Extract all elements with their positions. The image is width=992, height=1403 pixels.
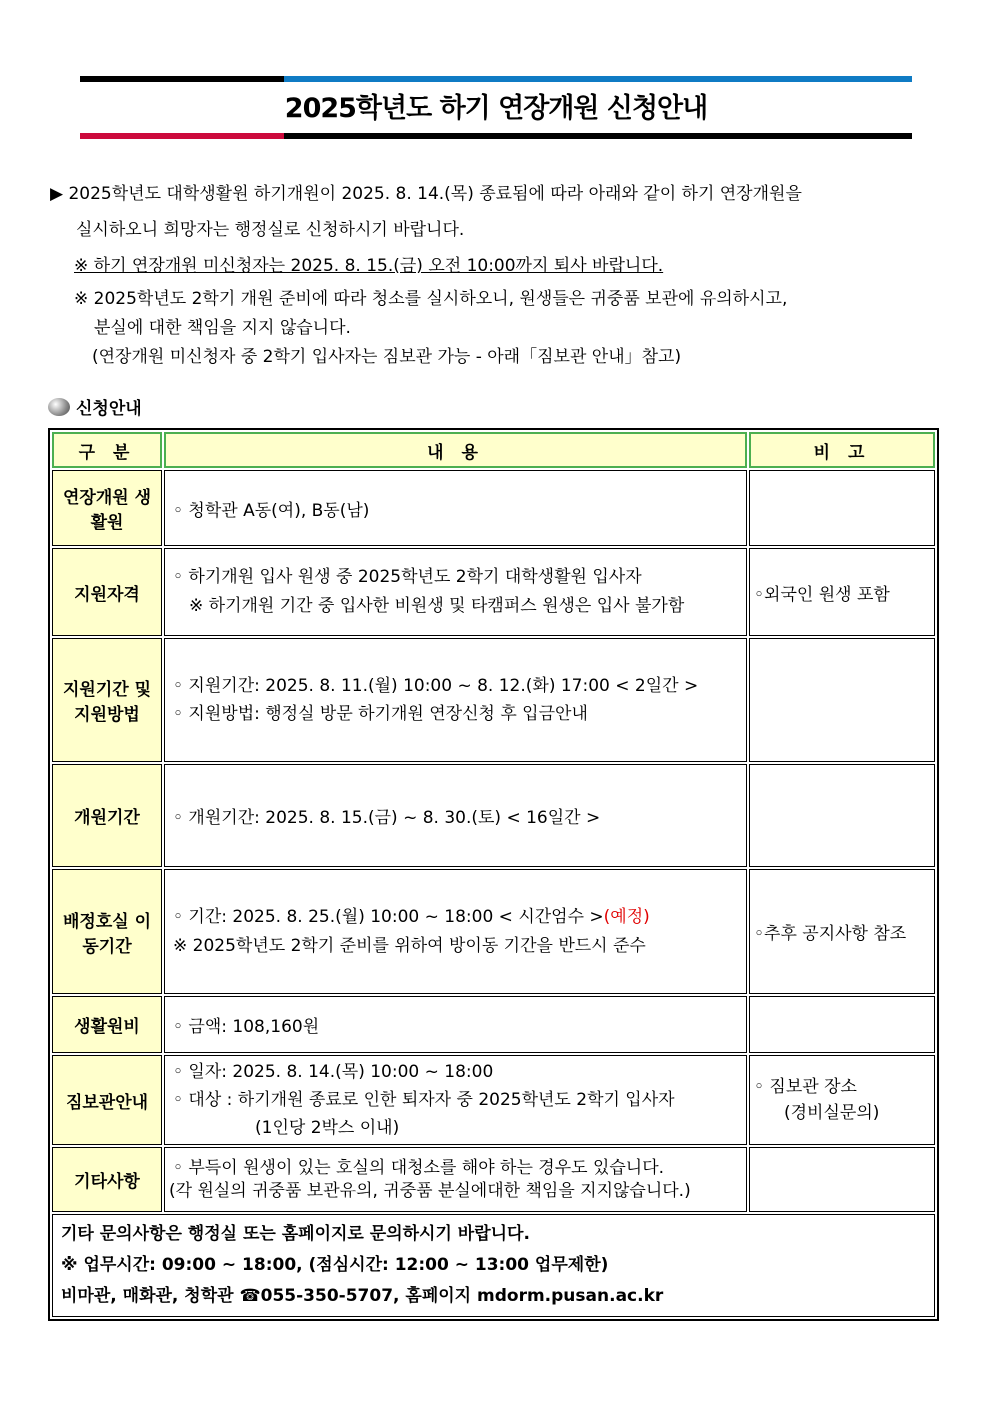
row-label: 생활원비 — [52, 996, 162, 1053]
note-line: ◦ 짐보관 장소 — [754, 1077, 857, 1097]
row-content — [164, 764, 747, 867]
row-note — [749, 638, 935, 762]
row-note: ◦외국인 원생 포함 — [749, 548, 935, 636]
row-content — [164, 638, 747, 762]
title-rule — [80, 76, 284, 82]
table-footer — [52, 1214, 935, 1317]
table-header — [52, 432, 935, 468]
content-line: ◦ 일자: 2025. 8. 14.(목) 10:00 ~ 18:00 — [173, 1062, 494, 1082]
info-table — [48, 428, 939, 1321]
row-note — [749, 470, 935, 546]
row-content — [164, 1055, 747, 1145]
table-row — [52, 470, 935, 546]
title-rule — [284, 133, 912, 139]
row-label: 지원기간 및 지원방법 — [52, 638, 162, 762]
tentative-label: (예정) — [603, 906, 650, 927]
table-row — [52, 764, 935, 867]
content-line: ◦ 지원기간: 2025. 8. 11.(월) 10:00 ~ 8. 12.(화) 17:00 < 2일간 > — [173, 676, 699, 696]
intro-text: 분실에 대한 책임을 지지 않습니다. — [94, 318, 351, 338]
intro-notice: ※ 하기 연장개원 미신청자는 2025. 8. 15.(금) 오전 10:00까지 퇴사 바랍니다. — [74, 256, 664, 276]
content-line: ※ 2025학년도 2학기 준비를 위하여 방이동 기간을 반드시 준수 — [173, 935, 646, 956]
row-content — [164, 996, 747, 1053]
content-line: ◦ 개원기간: 2025. 8. 15.(금) ~ 8. 30.(토) < 16일간 > — [173, 808, 601, 828]
content-line: ◦ 부득이 원생이 있는 호실의 대청소를 해야 하는 경우도 있습니다. — [173, 1157, 665, 1178]
row-label: 연장개원 생활원 — [52, 470, 162, 546]
intro-text: (연장개원 미신청자 중 2학기 입사자는 짐보관 가능 - 아래「짐보관 안내」참고) — [92, 347, 682, 367]
content-line: ◦ 금액: 108,160원 — [173, 1017, 320, 1037]
table-row — [52, 1055, 935, 1145]
footer-hours: ※ 업무시간: 09:00 ~ 18:00, (점심시간: 12:00 ~ 13:00 업무제한) — [61, 1255, 609, 1275]
header-cell: 내 용 — [164, 432, 747, 468]
row-label: 지원자격 — [52, 548, 162, 636]
content-line: ◦ 청학관 A동(여), B동(남) — [173, 500, 370, 521]
row-content — [164, 869, 747, 994]
content-line: (각 원실의 귀중품 보관유의, 귀중품 분실에대한 책임을 지지않습니다.) — [169, 1180, 691, 1201]
row-note — [749, 764, 935, 867]
intro — [50, 176, 930, 372]
table-row — [52, 1147, 935, 1212]
title-rule — [80, 133, 284, 139]
footer-line: 기타 문의사항은 행정실 또는 홈페이지로 문의하시기 바랍니다. — [61, 1224, 530, 1244]
row-note: ◦추후 공지사항 참조 — [749, 869, 935, 994]
title-rule — [284, 76, 912, 82]
row-note — [749, 996, 935, 1053]
content-line: ◦ 대상 : 하기개원 종료로 인한 퇴자자 중 2025학년도 2학기 입사자 — [173, 1090, 675, 1110]
header-cell: 구 분 — [52, 432, 162, 468]
intro-text: ▶ 2025학년도 대학생활원 하기개원이 2025. 8. 14.(목) 종료됨에 따라 아래와 같이 하기 연장개원을 — [50, 184, 802, 204]
bullet-ball-icon — [48, 398, 70, 416]
row-note — [749, 1147, 935, 1212]
content-line: ◦ 기간: 2025. 8. 25.(월) 10:00 ~ 18:00 < 시간엄수 > — [173, 906, 604, 927]
header-cell: 비 고 — [749, 432, 935, 468]
row-label: 배정호실 이동기간 — [52, 869, 162, 994]
row-label: 짐보관안내 — [52, 1055, 162, 1145]
row-note — [749, 1055, 935, 1145]
table-row — [52, 638, 935, 762]
section-heading — [48, 394, 142, 419]
content-line: ◦ 지원방법: 행정실 방문 하기개원 연장신청 후 입금안내 — [173, 704, 588, 724]
table-row — [52, 869, 935, 994]
table-row — [52, 548, 935, 636]
row-label: 개원기간 — [52, 764, 162, 867]
row-content — [164, 1147, 747, 1212]
row-content — [164, 470, 747, 546]
note-line: (경비실문의) — [784, 1103, 880, 1123]
intro-text: ※ 2025학년도 2학기 개원 준비에 따라 청소를 실시하오니, 원생들은 귀중품 보관에 유의하시고, — [74, 289, 788, 309]
content-line: ※ 하기개원 기간 중 입사한 비원생 및 타캠퍼스 원생은 입사 불가함 — [189, 596, 685, 616]
footer-cell — [52, 1214, 935, 1317]
intro-text: 실시하오니 희망자는 행정실로 신청하시기 바랍니다. — [76, 220, 465, 240]
row-label: 기타사항 — [52, 1147, 162, 1212]
section-title: 신청안내 — [76, 399, 142, 419]
content-line: ◦ 하기개원 입사 원생 중 2025학년도 2학기 대학생활원 입사자 — [173, 567, 642, 587]
table-row — [52, 996, 935, 1053]
row-content — [164, 548, 747, 636]
footer-contact: 비마관, 매화관, 청학관 ☎055-350-5707, 홈페이지 mdorm.pusan.ac.kr — [61, 1286, 664, 1306]
content-line: (1인당 2박스 이내) — [255, 1118, 400, 1138]
page-title: 2025학년도 하기 연장개원 신청안내 — [284, 93, 708, 124]
